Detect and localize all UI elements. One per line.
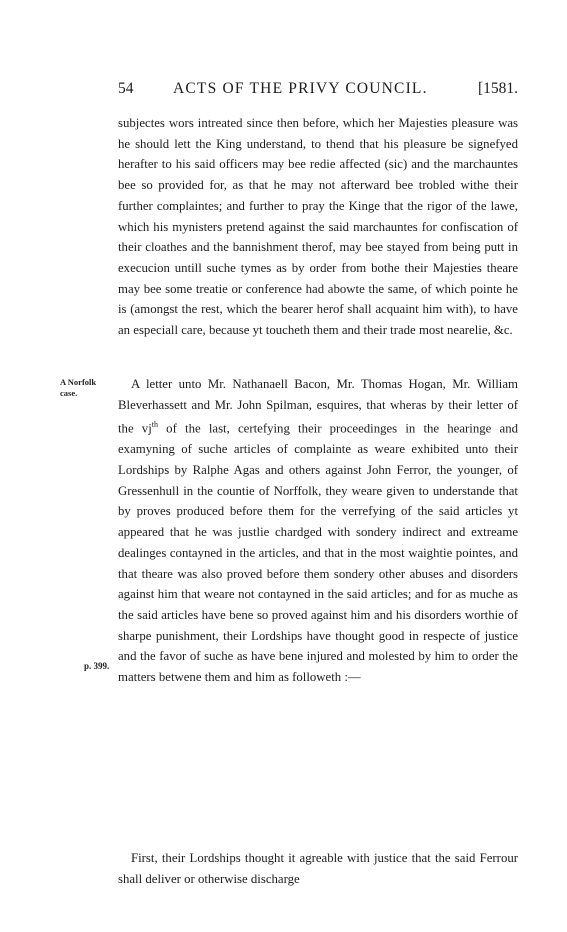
superscript-th: th	[151, 420, 158, 430]
margin-page-reference: p. 399.	[84, 661, 110, 671]
running-header	[118, 80, 518, 100]
margin-note-norfolk-case: A Norfolk case.	[60, 377, 97, 398]
year-marker: [1581.	[477, 80, 518, 97]
paragraph-letter: A letter unto Mr. Nathanaell Bacon, Mr. Thomas Hogan, Mr. William Bleverhassett and Mr. John Spilman, esquires, that wheras by their letter of the $vj^{th}$ of the last, certefying their proceedinges in the hearinge and examyning of suche articles of complainte as weare exhibited unto their Lordships by Ralphe Agas and others against John Ferror, the younger, of Gressenhull in the countie of Norffolk, they weare given to understande that by proves produced before them for the verrefying of the said articles yt appeared that he was justlie chardged with sondery indirect and extreame dealinges contayned in the articles, and that in the most waightie pointes, and that theare was also proved before them sondery other abuses and disorders against him that weare not contayned in the said articles; and for as muche as the said articles have bene so proved against him and his disorders worthie of sharpe punishment, their Lordships have thought good in respecte of justice and the favor of suche as have bene injured and molested by him to order the matters betwene them and him as followeth :—	[118, 377, 518, 685]
paragraph-first-order: First, their Lordships thought it agreable with justice that the said Ferrour shall deliver or otherwise discharge	[118, 851, 518, 886]
paragraph-continuation: subjectes wors intreated since then before, which her Majesties pleasure was he should lett the King understand, to thend that his pleasure be signefyed herafter to his said officers may bee redie affected (sic) and the marchauntes bee so provided for, as that he may not afterward bee trobled withe their further complaintes; and further to pray the Kinge that the rigor of the lawe, which his mynisters pretend against the said marchauntes for confiscation of their cloathes and the bannishment therof, may bee stayed from being putt in execucion untill suche tymes as by order from bothe their Majesties theare may bee some treatie or conference had abowte the same, of which pointe he is (amongst the rest, which the bearer herof shall acquaint him with), to have an especiall care, because yt toucheth them and their trade most nearelie, &c.	[118, 116, 518, 338]
running-title: ACTS OF THE PRIVY COUNCIL.	[173, 80, 428, 97]
page-number: 54	[118, 80, 134, 97]
